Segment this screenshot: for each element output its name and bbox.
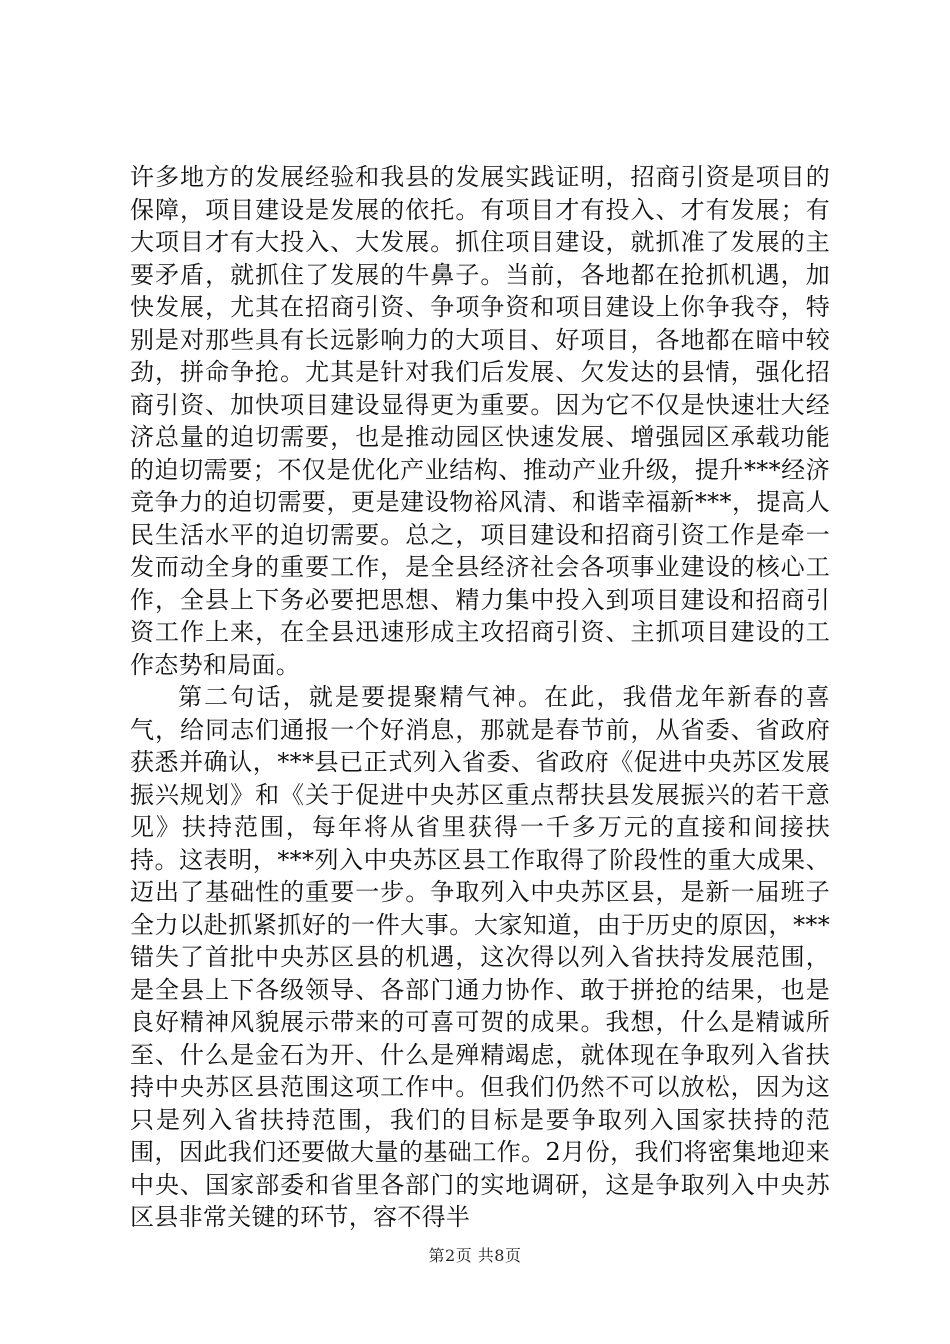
paragraph-1: 许多地方的发展经验和我县的发展实践证明，招商引资是项目的保障，项目建设是发展的依托。有项目才有投入、才有发展；有大项目才有大投入、大发展。抓住项目建设，就抓准了发展的主要矛盾，就抓住了发展的牛鼻子。当前，各地都在抢抓机遇，加快发展，尤其在招商引资、争项争资和项目建设上你争我夺，特别是对那些具有长远影响力的大项目、好项目，各地都在暗中较劲，拼命争抢。尤其是针对我们后发展、欠发达的县情，强化招商引资、加快项目建设显得更为重要。因为它不仅是快速壮大经济总量的迫切需要，也是推动园区快速发展、增强园区承载功能的迫切需要；不仅是优化产业结构、推动产业升级，提升***经济竞争力的迫切需要，更是建设物裕风清、和谐幸福新***，提高人民生活水平的迫切需要。总之，项目建设和招商引资工作是牵一发而动全身的重要工作，是全县经济社会各项事业建设的核心工作，全县上下务必要把思想、精力集中投入到项目建设和招商引资工作上来，在全县迅速形成主攻招商引资、主抓项目建设的工作态势和局面。 (130, 163, 830, 679)
paragraph-2: 第二句话，就是要提聚精气神。在此，我借龙年新春的喜气，给同志们通报一个好消息，那就是春节前，从省委、省政府获悉并确认，***县已正式列入省委、省政府《促进中央苏区发展振兴规划》和《关于促进中央苏区重点帮扶县发展振兴的若干意见》扶持范围，每年将从省里获得一千多万元的直接和间接扶持。这表明，***列入中央苏区县工作取得了阶段性的重大成果、迈出了基础性的重要一步。争取列入中央苏区县，是新一届班子全力以赴抓紧抓好的一件大事。大家知道，由于历史的原因，***错失了首批中央苏区县的机遇，这次得以列入省扶持发展范围，是全县上下各级领导、各部门通力协作、敢于拼抢的结果，也是良好精神风貌展示带来的可喜可贺的成果。我想，什么是精诚所至、什么是金石为开、什么是殚精竭虑，就体现在争取列入省扶持中央苏区县范围这项工作中。但我们仍然不可以放松，因为这只是列入省扶持范围，我们的目标是要争取列入国家扶持的范围，因此我们还要做大量的基础工作。2月份，我们将密集地迎来中央、国家部委和省里各部门的实地调研，这是争取列入中央苏区县非常关键的环节，容不得半 (130, 683, 830, 1231)
document-body (130, 161, 830, 1234)
page-footer: 第2页 共8页 (428, 1246, 522, 1265)
